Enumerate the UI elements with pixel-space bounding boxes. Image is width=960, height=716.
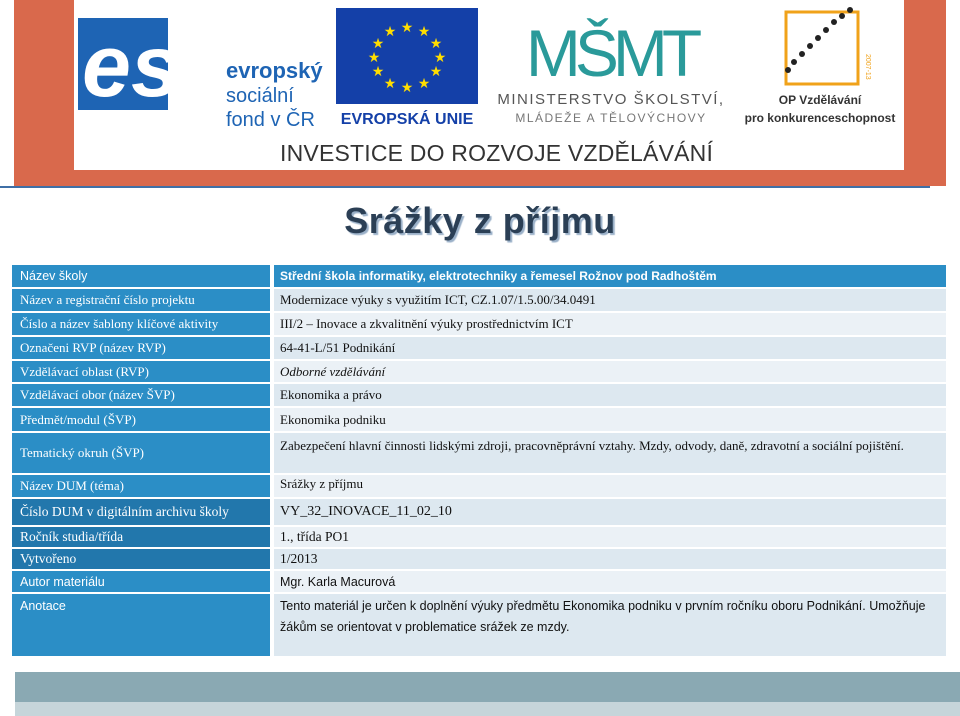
row-value: Srážky z příjmu — [274, 475, 946, 497]
row-label: Vzdělávací oblast (RVP) — [12, 361, 270, 382]
esf-logo — [78, 10, 328, 130]
esf-logo-line1: evropský — [226, 58, 323, 83]
page-title: Srážky z příjmu — [344, 200, 616, 241]
op-logo-years: 2007-13 — [864, 54, 871, 80]
table-row — [12, 265, 946, 289]
row-value: 1., třída PO1 — [274, 527, 946, 547]
svg-text:★: ★ — [417, 76, 431, 92]
table-row — [12, 313, 946, 337]
table-row — [12, 408, 946, 433]
row-value: 64-41-L/51 Podnikání — [274, 337, 946, 359]
svg-text:★: ★ — [429, 64, 443, 80]
table-row — [12, 475, 946, 499]
row-label: Vytvořeno — [12, 549, 270, 569]
op-logo-line2: pro konkurenceschopnost — [744, 111, 896, 125]
table-row — [12, 337, 946, 361]
svg-text:★: ★ — [429, 36, 443, 52]
row-label: Název DUM (téma) — [12, 475, 270, 497]
header-left-edge — [0, 0, 14, 186]
row-label: Ročník studia/třída — [12, 527, 270, 547]
esf-logo-mark: esf — [82, 16, 210, 115]
op-logo-line1: OP Vzdělávání — [778, 93, 862, 107]
msmt-logo-line1: MINISTERSTVO ŠKOLSTVÍ, — [497, 91, 725, 108]
table-row — [12, 384, 946, 408]
table-row — [12, 361, 946, 384]
row-value: III/2 – Inovace a zkvalitnění výuky prostřednictvím ICT — [274, 313, 946, 335]
table-row — [12, 549, 946, 571]
table-row — [12, 499, 946, 527]
esf-logo-line2: sociální — [226, 85, 294, 107]
svg-text:★: ★ — [400, 80, 414, 96]
msmt-logo-mark: MŠMT — [525, 16, 697, 90]
esf-logo-line3: fond v ČR — [226, 109, 315, 130]
row-value: Ekonomika podniku — [274, 408, 946, 431]
row-label: Autor materiálu — [12, 571, 270, 592]
table-row — [12, 594, 946, 658]
row-value: Zabezpečení hlavní činnosti lidskými zdroji, pracovněprávní vztahy. Mzdy, odvody, daně, zdravotní a sociální pojištění. — [274, 433, 946, 473]
row-label: Tematický okruh (ŠVP) — [12, 433, 270, 473]
op-logo — [738, 4, 903, 128]
row-value: Střední škola informatiky, elektrotechniky a řemesel Rožnov pod Radhoštěm — [274, 265, 946, 287]
svg-text:★: ★ — [371, 36, 385, 52]
header-right-edge — [946, 0, 960, 186]
footer-strip — [15, 702, 960, 716]
msmt-logo-line2: MLÁDEŽE A TĚLOVÝCHOVY — [515, 111, 707, 125]
row-label: Předmět/modul (ŠVP) — [12, 408, 270, 431]
logo-panel — [74, 0, 904, 170]
info-table — [12, 265, 946, 658]
svg-text:★: ★ — [383, 76, 397, 92]
row-value: Tento materiál je určen k doplnění výuky předmětu Ekonomika podniku v prvním ročníku oboru Podnikání. Umožňuje žákům se orientovat v problematice srážek ze mzdy. — [274, 594, 946, 656]
table-row — [12, 433, 946, 475]
row-value: Odborné vzdělávání — [274, 361, 946, 382]
row-label: Název a registrační číslo projektu — [12, 289, 270, 311]
svg-text:★: ★ — [433, 50, 447, 66]
msmt-logo — [486, 6, 736, 128]
row-value: 1/2013 — [274, 549, 946, 569]
row-label: Označeni RVP (název RVP) — [12, 337, 270, 359]
svg-text:★: ★ — [371, 64, 385, 80]
row-label: Anotace — [12, 594, 270, 656]
row-label: Číslo a název šablony klíčové aktivity — [12, 313, 270, 335]
footer-band — [15, 672, 960, 702]
svg-text:★: ★ — [383, 24, 397, 40]
table-row — [12, 289, 946, 313]
eu-flag-logo — [332, 8, 482, 130]
svg-text:★: ★ — [400, 20, 414, 36]
row-label: Název školy — [12, 265, 270, 287]
row-value: Modernizace výuky s využitím ICT, CZ.1.07/1.5.00/34.0491 — [274, 289, 946, 311]
row-value: VY_32_INOVACE_11_02_10 — [274, 499, 946, 525]
table-row — [12, 571, 946, 594]
row-value: Mgr. Karla Macurová — [274, 571, 946, 592]
svg-text:★: ★ — [417, 24, 431, 40]
row-label: Vzdělávací obor (název ŠVP) — [12, 384, 270, 406]
row-label: Číslo DUM v digitálním archivu školy — [12, 499, 270, 525]
eu-flag-label: EVROPSKÁ UNIE — [340, 111, 474, 128]
row-value: Ekonomika a právo — [274, 384, 946, 406]
table-row — [12, 527, 946, 549]
slogan: INVESTICE DO ROZVOJE VZDĚLÁVÁNÍ — [280, 140, 714, 166]
svg-text:★: ★ — [367, 50, 381, 66]
